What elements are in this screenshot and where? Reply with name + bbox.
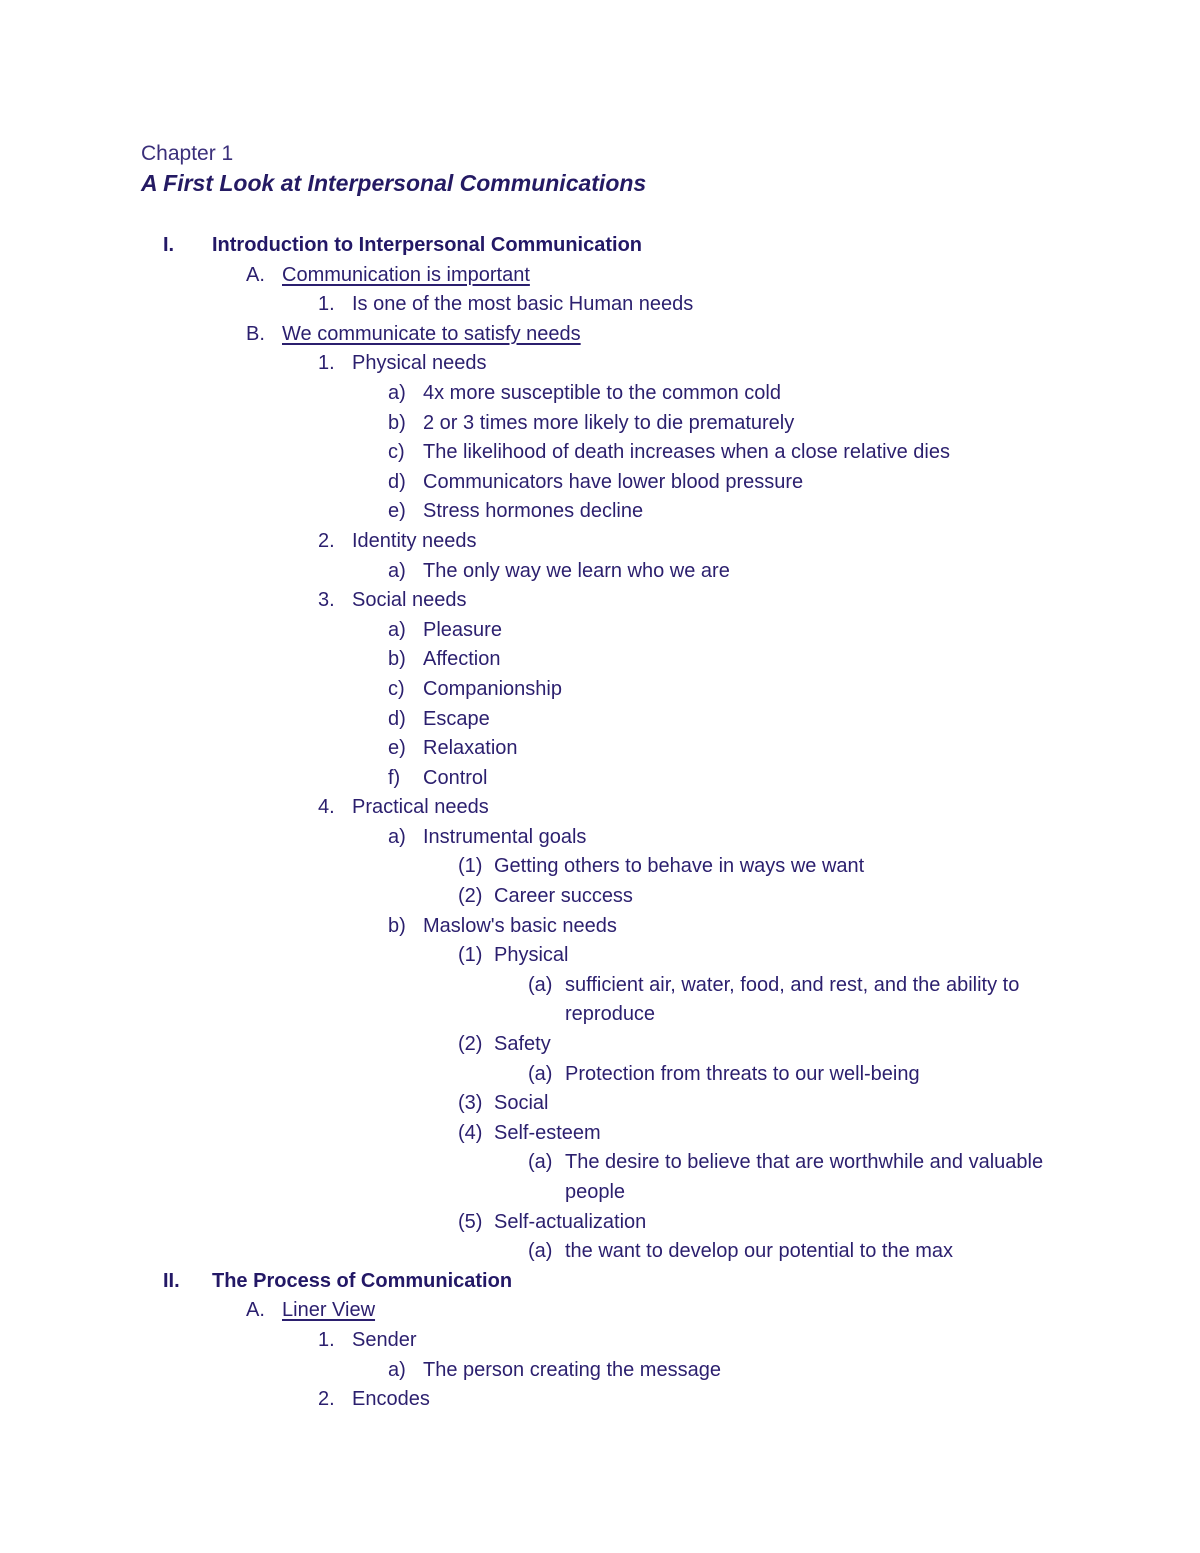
outline-item-marker: 4. <box>318 796 335 819</box>
outline-item-text: Communication is important <box>282 263 530 286</box>
outline-item-text: The likelihood of death increases when a close relative dies <box>423 441 950 464</box>
outline-item-text: Instrumental goals <box>423 825 587 848</box>
outline-item <box>0 1296 1200 1326</box>
outline-item-text: Communicators have lower blood pressure <box>423 470 804 493</box>
outline-item-text: Physical needs <box>352 352 487 375</box>
outline-item-text: Self-actualization <box>494 1210 647 1233</box>
outline-item-marker: c) <box>388 441 405 464</box>
outline-item <box>0 1030 1200 1060</box>
outline-item-marker: A. <box>246 1299 265 1322</box>
outline-list <box>0 231 1200 1415</box>
document-title: A First Look at Interpersonal Communications <box>141 170 647 196</box>
chapter-label: Chapter 1 <box>141 142 234 165</box>
outline-item <box>0 1326 1200 1356</box>
outline-item-marker: (4) <box>458 1121 483 1144</box>
outline-item-marker: f) <box>388 766 401 789</box>
outline-item <box>0 616 1200 646</box>
outline-item <box>0 438 1200 468</box>
outline-item-marker: (1) <box>458 944 483 967</box>
outline-item-marker: A. <box>246 263 265 286</box>
outline-item <box>0 1119 1200 1149</box>
outline-item <box>0 320 1200 350</box>
outline-item <box>0 409 1200 439</box>
outline-item <box>0 1385 1200 1415</box>
outline-item-text: Affection <box>423 648 501 671</box>
outline-item-text: Encodes <box>352 1388 430 1411</box>
outline-item-marker: 2. <box>318 1388 335 1411</box>
outline-item <box>0 1148 1200 1207</box>
outline-item <box>0 1267 1200 1297</box>
outline-item-marker: d) <box>388 707 406 730</box>
outline-item-text: 4x more susceptible to the common cold <box>423 381 781 404</box>
outline-item <box>0 823 1200 853</box>
outline-item-marker: II. <box>163 1269 180 1292</box>
outline-item <box>0 586 1200 616</box>
outline-item-text: Getting others to behave in ways we want <box>494 855 865 878</box>
outline-item <box>0 852 1200 882</box>
outline-item-marker: (3) <box>458 1092 483 1115</box>
outline-item-marker: d) <box>388 470 406 493</box>
outline-item-text: Practical needs <box>352 796 489 819</box>
outline-item-marker: e) <box>388 737 406 760</box>
outline-item-text: Social <box>494 1092 549 1115</box>
outline-item <box>0 290 1200 320</box>
outline-item <box>0 349 1200 379</box>
outline-item <box>0 793 1200 823</box>
outline-item <box>0 1208 1200 1238</box>
outline-item-marker: (a) <box>528 1151 553 1174</box>
outline-item-marker: (2) <box>458 885 483 908</box>
outline-item-marker: (a) <box>528 1240 553 1263</box>
outline-item <box>0 734 1200 764</box>
outline-item-text: The only way we learn who we are <box>423 559 730 582</box>
outline-item <box>0 231 1200 261</box>
outline-item-text: We communicate to satisfy needs <box>282 322 581 345</box>
outline-item-marker: b) <box>388 648 406 671</box>
outline-item <box>0 1060 1200 1090</box>
outline-item <box>0 764 1200 794</box>
outline-item-text: Control <box>423 766 488 789</box>
outline-item-marker: (1) <box>458 855 483 878</box>
outline-item-text: Protection from threats to our well-being <box>565 1062 920 1085</box>
outline-item-marker: b) <box>388 411 406 434</box>
outline-item-text: Is one of the most basic Human needs <box>352 293 694 316</box>
outline-item-marker: c) <box>388 677 405 700</box>
outline-item <box>0 557 1200 587</box>
outline-item-text: Escape <box>423 707 490 730</box>
outline-item-text: sufficient air, water, food, and rest, and the ability to reproduce <box>565 973 1020 1026</box>
outline-item-text: Self-esteem <box>494 1121 601 1144</box>
outline-item <box>0 497 1200 527</box>
outline-item-marker: b) <box>388 914 406 937</box>
outline-item-marker: a) <box>388 825 406 848</box>
outline-item-marker: (5) <box>458 1210 483 1233</box>
outline-item-text: Introduction to Interpersonal Communication <box>212 234 642 256</box>
outline-item-marker: (a) <box>528 973 553 996</box>
outline-item-text: Career success <box>494 885 633 908</box>
outline-item <box>0 645 1200 675</box>
outline-item <box>0 675 1200 705</box>
outline-item-text: Pleasure <box>423 618 502 641</box>
outline-item-text: Companionship <box>423 677 562 700</box>
outline-item <box>0 971 1200 1030</box>
outline-item <box>0 912 1200 942</box>
outline-item-text: Stress hormones decline <box>423 500 644 523</box>
outline-item-marker: 3. <box>318 589 335 612</box>
outline-item-text: the want to develop our potential to the max <box>565 1240 954 1263</box>
outline-item-marker: a) <box>388 381 406 404</box>
outline-item-marker: 1. <box>318 352 335 375</box>
outline-item-text: Maslow's basic needs <box>423 914 617 937</box>
outline-item-text: The desire to believe that are worthwhile and valuable people <box>565 1151 1044 1203</box>
outline-item-text: Safety <box>494 1033 551 1056</box>
outline-item <box>0 882 1200 912</box>
outline-item-marker: e) <box>388 500 406 523</box>
outline-item-marker: B. <box>246 322 265 345</box>
outline-item <box>0 941 1200 971</box>
outline-item <box>0 1237 1200 1267</box>
outline-item-text: Relaxation <box>423 737 518 760</box>
outline-item-text: 2 or 3 times more likely to die prematurely <box>423 411 795 434</box>
outline-item-marker: (2) <box>458 1033 483 1056</box>
outline-item <box>0 705 1200 735</box>
outline-item-text: Liner View <box>282 1299 376 1322</box>
outline-item <box>0 468 1200 498</box>
outline-item <box>0 379 1200 409</box>
outline-item-marker: 1. <box>318 293 335 316</box>
outline-item-text: The person creating the message <box>423 1358 721 1381</box>
outline-item-marker: a) <box>388 1358 406 1381</box>
outline-item-marker: 2. <box>318 529 335 552</box>
outline-item <box>0 1089 1200 1119</box>
outline-item-marker: 1. <box>318 1328 335 1351</box>
outline-item-marker: I. <box>163 234 175 256</box>
outline-item-marker: a) <box>388 618 406 641</box>
outline-item-text: Identity needs <box>352 529 477 552</box>
outline-item-text: Social needs <box>352 589 467 612</box>
outline-item-text: Physical <box>494 944 569 967</box>
outline-item-marker: (a) <box>528 1062 553 1085</box>
outline-item-marker: a) <box>388 559 406 582</box>
outline-item <box>0 527 1200 557</box>
outline-item <box>0 1356 1200 1386</box>
outline-item-text: Sender <box>352 1328 417 1351</box>
outline-item <box>0 261 1200 291</box>
outline-item-text: The Process of Communication <box>212 1269 513 1292</box>
